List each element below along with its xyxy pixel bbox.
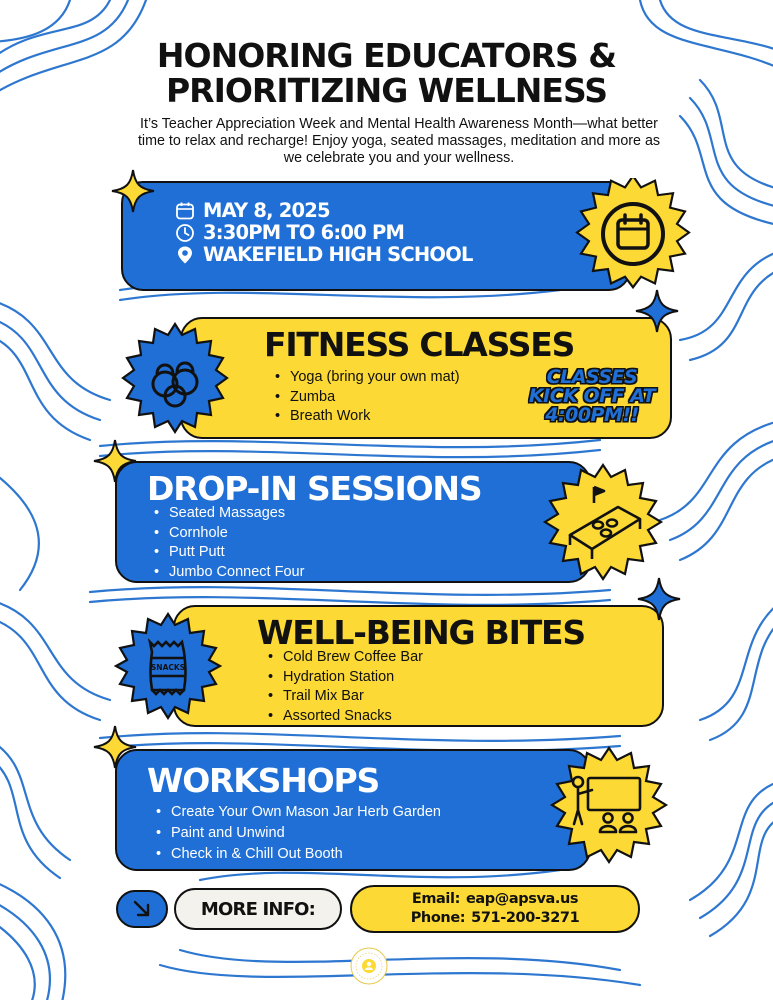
badge-starburst bbox=[552, 748, 666, 862]
list-item: • Create Your Own Mason Jar Herb Garden bbox=[153, 802, 441, 823]
event-time-row bbox=[175, 221, 404, 244]
calendar-badge bbox=[572, 178, 694, 290]
event-location: WAKEFIELD HIGH SCHOOL bbox=[203, 243, 473, 266]
list-item: • Yoga (bring your own mat) bbox=[272, 368, 460, 388]
badge-starburst bbox=[577, 178, 689, 287]
snack-bag-label: SNACKS bbox=[150, 663, 186, 672]
well-being-heading: WELL-BEING BITES bbox=[257, 613, 585, 652]
page-title bbox=[40, 38, 733, 108]
intro-text bbox=[96, 116, 702, 167]
workshops-panel bbox=[115, 749, 591, 871]
workshops-badge bbox=[548, 746, 670, 864]
event-time: 3:30PM TO 6:00 PM bbox=[203, 221, 405, 244]
fitness-heading: FITNESS CLASSES bbox=[264, 325, 575, 364]
kickoff-line-3: 4:00PM!! bbox=[545, 404, 639, 426]
sparkle-star-icon bbox=[92, 438, 138, 484]
fitness-badge bbox=[119, 322, 231, 434]
event-location-row bbox=[175, 243, 473, 266]
badge-starburst bbox=[545, 465, 661, 579]
well-being-bites-panel bbox=[173, 605, 664, 727]
fitness-list bbox=[272, 368, 460, 427]
event-date: MAY 8, 2025 bbox=[203, 199, 330, 222]
list-item: • Paint and Unwind bbox=[153, 823, 441, 844]
list-item: • Zumba bbox=[272, 388, 460, 408]
list-item: • Breath Work bbox=[272, 407, 460, 427]
more-info-label: MORE INFO: bbox=[174, 888, 342, 930]
organization-logo bbox=[349, 946, 389, 986]
list-item: • Cornhole bbox=[151, 524, 304, 544]
kickoff-callout bbox=[510, 368, 674, 425]
event-info-panel bbox=[121, 181, 631, 291]
more-info-arrow-button[interactable] bbox=[116, 890, 168, 928]
drop-in-heading: DROP-IN SESSIONS bbox=[147, 469, 482, 508]
drop-in-list bbox=[151, 504, 304, 583]
clock-icon bbox=[175, 223, 195, 243]
list-item: • Cold Brew Coffee Bar bbox=[265, 648, 423, 668]
list-item: • Jumbo Connect Four bbox=[151, 563, 304, 583]
list-item: • Check in & Chill Out Booth bbox=[153, 844, 441, 865]
sparkle-star-icon bbox=[92, 724, 138, 770]
event-date-row bbox=[175, 199, 330, 222]
list-item: • Hydration Station bbox=[265, 668, 423, 688]
calendar-icon bbox=[175, 201, 195, 221]
title-line-2: PRIORITIZING WELLNESS bbox=[165, 71, 608, 110]
drop-in-sessions-panel bbox=[115, 461, 591, 583]
drop-in-badge bbox=[540, 463, 666, 581]
map-pin-icon bbox=[175, 245, 195, 265]
workshops-list bbox=[153, 802, 441, 865]
list-item: • Assorted Snacks bbox=[265, 707, 423, 727]
contact-info-box bbox=[350, 885, 640, 933]
intro-line-2: time to relax and recharge! Enjoy yoga, seated massages, meditation and more as bbox=[137, 133, 661, 149]
list-item: • Seated Massages bbox=[151, 504, 304, 524]
phone-link[interactable]: 571-200-3271 bbox=[471, 910, 580, 926]
sparkle-star-icon bbox=[636, 576, 682, 622]
arrow-down-right-icon bbox=[131, 898, 153, 920]
workshops-heading: WORKSHOPS bbox=[147, 761, 380, 800]
kickoff-line-1: CLASSES bbox=[546, 366, 638, 388]
phone-row bbox=[411, 909, 580, 928]
sparkle-star-icon bbox=[110, 168, 156, 214]
sparkle-star-icon bbox=[634, 288, 680, 334]
phone-label: Phone: bbox=[410, 910, 466, 926]
email-row bbox=[412, 890, 578, 909]
well-being-list bbox=[265, 648, 423, 727]
list-item: • Trail Mix Bar bbox=[265, 687, 423, 707]
well-being-badge bbox=[112, 612, 224, 720]
intro-line-3: we celebrate you and your wellness. bbox=[283, 150, 515, 166]
kickoff-line-2: KICK OFF AT bbox=[528, 385, 656, 407]
email-link[interactable]: eap@apsva.us bbox=[465, 891, 579, 907]
title-line-1: HONORING EDUCATORS & bbox=[156, 36, 617, 75]
intro-line-1: It’s Teacher Appreciation Week and Mental Health Awareness Month—what better bbox=[140, 116, 658, 132]
email-label: Email: bbox=[411, 891, 460, 907]
list-item: • Putt Putt bbox=[151, 543, 304, 563]
